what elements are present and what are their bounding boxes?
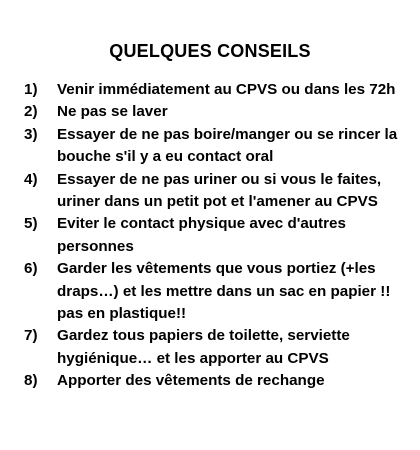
list-item: [24, 213, 404, 258]
list-item: [24, 370, 404, 392]
item-number: 4): [24, 170, 38, 188]
list-item: [24, 325, 404, 370]
page-title: QUELQUES CONSEILS: [109, 41, 311, 61]
item-number: 3): [24, 125, 38, 143]
item-text: Essayer de ne pas boire/manger ou se rincer la bouche s'il y a eu contact oral: [57, 125, 398, 166]
item-text: Venir immédiatement au CPVS ou dans les 72h: [57, 81, 396, 98]
item-number: 2): [24, 103, 38, 121]
list-item: [24, 79, 404, 101]
list-item: [24, 169, 404, 214]
item-text: Eviter le contact physique avec d'autres personnes: [57, 215, 346, 255]
item-text: Garder les vêtements que vous portiez (+les draps…) et les mettre dans un sac en papier !! pas en plastique!!: [57, 260, 391, 323]
item-number: 6): [24, 260, 38, 278]
list-item: [24, 101, 404, 123]
item-text: Ne pas se laver: [57, 103, 168, 121]
item-text: Gardez tous papiers de toilette, serviette hygiénique… et les apporter au CPVS: [57, 327, 350, 367]
item-number: 8): [24, 372, 38, 390]
item-text: Essayer de ne pas uriner ou si vous le faites, uriner dans un petit pot et l'amener au CPVS: [57, 170, 382, 211]
advice-list: [24, 79, 404, 393]
item-number: 7): [24, 327, 38, 345]
list-item: [24, 124, 404, 169]
item-number: 1): [24, 81, 38, 98]
list-item: [24, 258, 404, 325]
item-text: Apporter des vêtements de rechange: [57, 372, 325, 390]
item-number: 5): [24, 215, 38, 233]
